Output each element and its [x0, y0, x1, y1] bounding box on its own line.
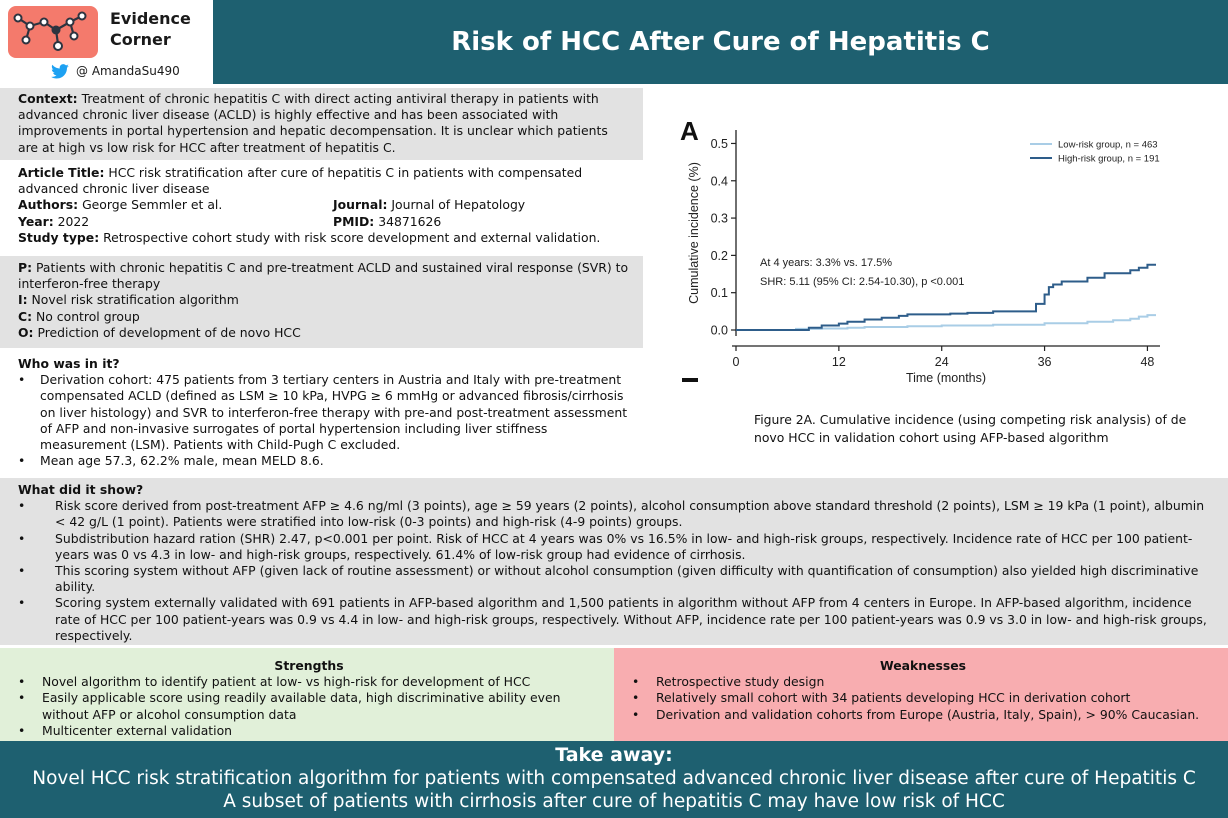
y-tick-label: 0.2	[710, 248, 728, 263]
figure-caption: Figure 2A. Cumulative incidence (using competing risk analysis) of de novo HCC in validation cohort using AFP-based algorithm	[754, 412, 1187, 445]
article-title-label: Article Title:	[18, 165, 105, 180]
list-item: • Subdistribution hazard ration (SHR) 2.47, p<0.001 per point. Risk of HCC at 4 years was 0% vs 16.5% in low- and high-risk groups, respectively. Incidence rate of HCC per 100 patient-years was 0 vs 4.3 in low- and high-risk groups, respectively. 61.4% of low-risk group had evidence of cirrhosis.	[18, 531, 1214, 563]
pico-i-label: I:	[18, 292, 28, 308]
list-item: • Easily applicable score using readily available data, high discriminative ability even without AFP or alcohol consumption data	[18, 690, 600, 722]
annotation-shr: SHR: 5.11 (95% CI: 2.54-10.30), p <0.001	[760, 276, 965, 288]
pico-p	[18, 260, 629, 292]
twitter-handle-row[interactable]	[50, 62, 210, 80]
network-icon	[8, 6, 98, 58]
takeaway-banner	[0, 741, 1228, 818]
weaknesses-section	[614, 648, 1228, 741]
authors-journal-row	[18, 197, 629, 213]
y-tick-label: 0.5	[710, 136, 728, 151]
list-item: • Novel algorithm to identify patient at low- vs high-risk for development of HCC	[18, 674, 600, 690]
study-type: Retrospective cohort study with risk score development and external validation.	[103, 229, 601, 245]
brand-name-line2: Corner	[110, 30, 171, 49]
pico-c	[18, 309, 629, 325]
brand-name-line1: Evidence	[110, 9, 191, 28]
journal-label: Journal:	[333, 197, 388, 213]
x-tick-label: 12	[831, 355, 846, 369]
page-title: Risk of HCC After Cure of Hepatitis C	[451, 27, 990, 57]
list-item: • Risk score derived from post-treatment AFP ≥ 4.6 ng/ml (3 points), age ≥ 59 years (2 points), alcohol consumption above standard threshold (2 points), LSM ≥ 19 kPa (1 point), albumin < 42 g/L (1 point). Patients were stratified into low-risk (0-3 points) and high-risk (4-9 points) groups.	[18, 498, 1214, 530]
pico-i	[18, 292, 629, 308]
takeaway-line-2: A subset of patients with cirrhosis after cure of hepatitis C may have low risk of HCC	[223, 791, 1005, 812]
what-heading: What did it show?	[18, 482, 144, 497]
legend-label: High-risk group, n = 191	[1058, 153, 1160, 165]
liver-network-logo	[8, 6, 98, 58]
study-type-row	[18, 230, 629, 246]
journal: Journal of Hepatology	[391, 197, 526, 213]
pico-o-label: O:	[18, 324, 34, 340]
brand-panel	[0, 0, 213, 84]
who-heading: Who was in it?	[18, 356, 120, 371]
pico-p-text: Patients with chronic hepatitis C and pre-treatment ACLD and sustained viral response (SVR) to interferon-free therapy	[18, 260, 629, 292]
list-item: • Relatively small cohort with 34 patients developing HCC in derivation cohort	[632, 690, 1214, 706]
y-tick-label: 0.0	[710, 323, 728, 338]
list-item: • Scoring system externally validated with 691 patients in AFP-based algorithm and 1,500 patients in algorithm without AFP from 4 centers in Europe. In AFP-based algorithm, incidence rate of HCC per 100 patient-years was 0.9 vs 4.4 in low- and high-risk groups, respectively. Without AFP, incidence rate per 100 patient-years was 0.9 vs 3.0 in low- and high-risk groups, respectively.	[18, 595, 1214, 644]
brand-name	[110, 8, 210, 50]
twitter-handle: @ AmandaSu490	[76, 64, 180, 78]
x-tick-label: 0	[732, 355, 740, 369]
strengths-title: Strengths	[274, 658, 344, 673]
x-tick-label: 48	[1140, 355, 1155, 369]
list-item: • Mean age 57.3, 62.2% male, mean MELD 8.6.	[18, 453, 629, 469]
next-panel-fragment	[682, 378, 698, 382]
y-tick-label: 0.3	[710, 211, 728, 226]
pico-i-text: Novel risk stratification algorithm	[31, 292, 239, 308]
weaknesses-list	[632, 674, 1214, 723]
what-list	[18, 498, 1214, 644]
what-section	[0, 478, 1228, 645]
year-label: Year:	[18, 213, 54, 229]
pico-c-label: C:	[18, 308, 33, 324]
strengths-section	[0, 648, 614, 741]
list-item: • Derivation and validation cohorts from Europe (Austria, Italy, Spain), > 90% Caucasian.	[632, 707, 1214, 723]
pico-c-text: No control group	[36, 308, 140, 324]
authors-label: Authors:	[18, 197, 79, 213]
weaknesses-title: Weaknesses	[880, 658, 966, 673]
twitter-bird-icon	[50, 64, 70, 80]
legend-label: Low-risk group, n = 463	[1058, 139, 1158, 151]
takeaway-title: Take away:	[555, 744, 673, 766]
annotation-at-4-years: At 4 years: 3.3% vs. 17.5%	[760, 257, 893, 269]
high-risk-series-line	[736, 265, 1156, 330]
list-item: • Multicenter external validation	[18, 723, 600, 739]
y-tick-label: 0.1	[710, 286, 728, 301]
pico-o-text: Prediction of development of de novo HCC	[37, 324, 301, 340]
pico-section	[0, 256, 643, 348]
pico-p-label: P:	[18, 260, 33, 275]
x-axis-label: Time (months)	[905, 371, 987, 385]
y-axis-label: Cumulative incidence (%)	[687, 162, 701, 304]
y-tick-label: 0.4	[710, 174, 728, 189]
context-text: Treatment of chronic hepatitis C with direct acting antiviral therapy in patients with advanced chronic liver disease (ACLD) is highly effective and has been associated with improvements in portal hypertension and hepatic decompensation. It is unclear which patients are at high vs low risk for HCC after treatment of hepatitis C.	[18, 91, 608, 155]
x-tick-label: 24	[934, 355, 949, 369]
strengths-list	[18, 674, 600, 739]
who-section	[0, 353, 643, 473]
panel-label: A	[680, 116, 699, 146]
article-title: HCC risk stratification after cure of hepatitis C in patients with compensated advanced chronic liver disease	[18, 165, 583, 197]
list-item: • Retrospective study design	[632, 674, 1214, 690]
context-section	[0, 88, 643, 160]
cumulative-incidence-chart	[668, 108, 1188, 398]
context-label: Context:	[18, 91, 78, 106]
x-tick-label: 36	[1037, 355, 1052, 369]
study-type-label: Study type:	[18, 229, 100, 245]
authors: George Semmler et al.	[82, 197, 223, 213]
list-item: • Derivation cohort: 475 patients from 3 tertiary centers in Austria and Italy with pre-treatment compensated ACLD (defined as LSM ≥ 10 kPa, HVPG ≥ 6 mmHg or advanced fibrosis/cirrhosis on liver histology) and SVR to interferon-free therapy with pre-and post-treatment assessment of AFP and non-invasive surrogates of portal hypertension including liver stiffness measurement (LSM). Patients with Child-Pugh C excluded.	[18, 372, 629, 453]
pico-o	[18, 325, 629, 341]
article-title-row	[18, 165, 629, 197]
article-section	[0, 163, 643, 248]
chart-svg	[668, 108, 1188, 398]
takeaway-line-1: Novel HCC risk stratification algorithm for patients with compensated advanced chronic liver disease after cure of Hepatitis C	[32, 768, 1196, 789]
pmid: 34871626	[378, 213, 442, 229]
pmid-label: PMID:	[333, 213, 375, 229]
year: 2022	[57, 213, 90, 229]
low-risk-series-line	[736, 315, 1156, 330]
year-pmid-row	[18, 214, 629, 230]
list-item: • This scoring system without AFP (given lack of routine assessment) or without alcohol consumption (given difficulty with quantification of consumption) also yielded high discriminative ability.	[18, 563, 1214, 595]
who-list	[18, 372, 629, 469]
